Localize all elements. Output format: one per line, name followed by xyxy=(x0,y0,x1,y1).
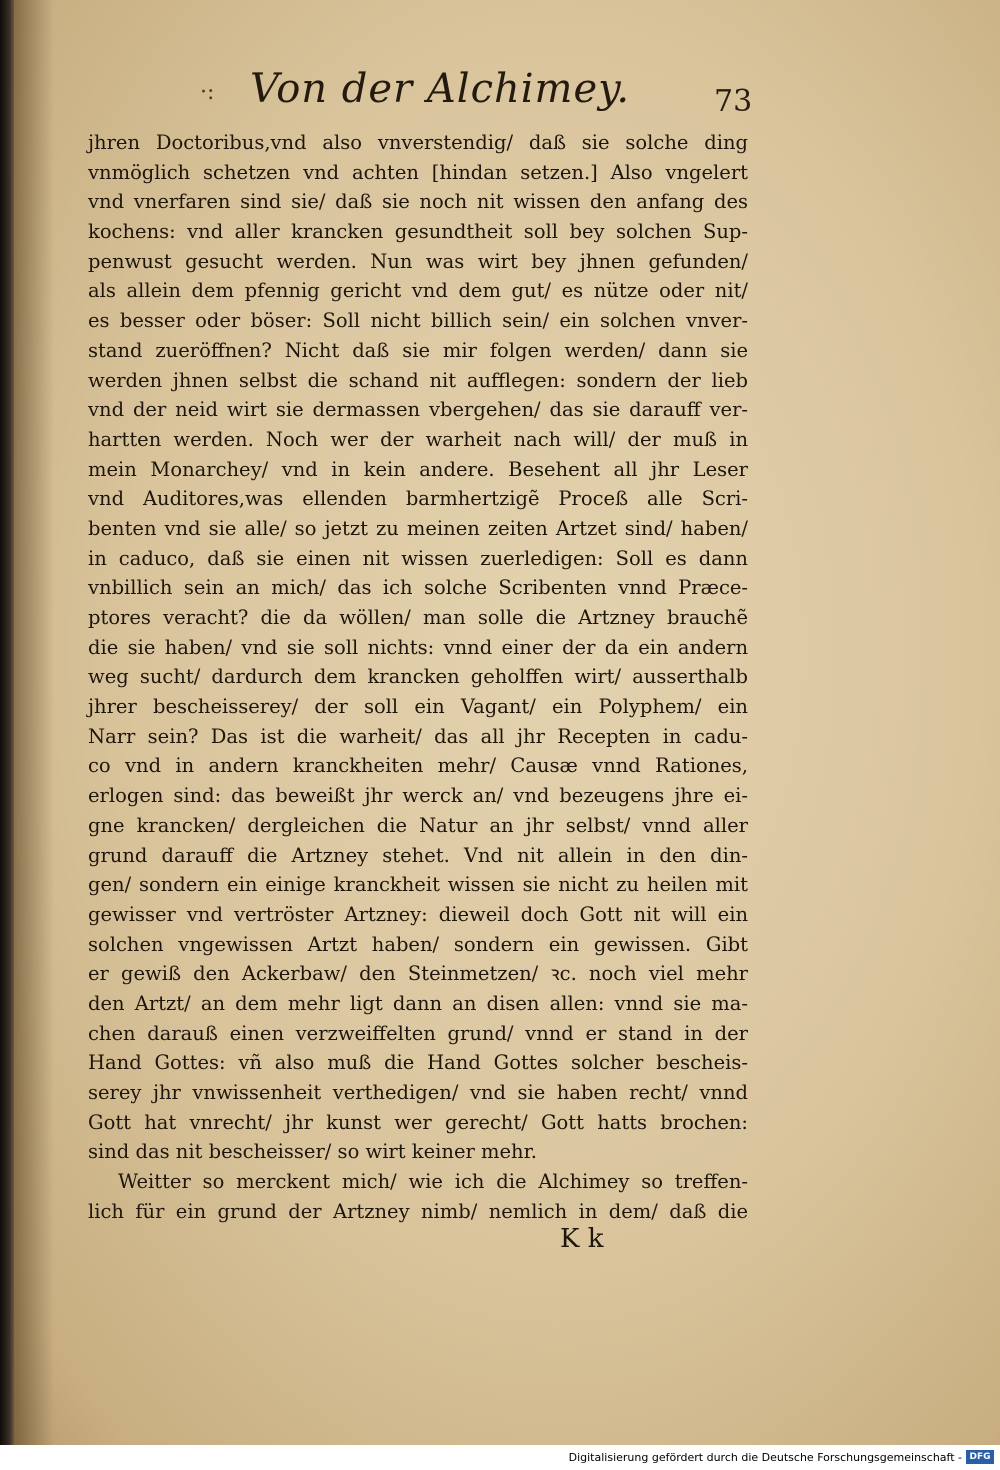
running-head: Von der Alchimey. xyxy=(250,66,631,112)
catchword-signature: K k xyxy=(560,1224,604,1254)
text-line: vnbillich sein an mich/ das ich solche Scribenten vnnd Præce- xyxy=(88,576,748,600)
body-text xyxy=(88,128,748,1226)
text-line: mein Monarchey/ vnd in kein andere. Besehent all jhr Leser xyxy=(88,457,748,481)
text-line: Narr sein? Das ist die warheit/ das all jhr Recepten in cadu- xyxy=(88,724,748,748)
text-line: vnd Auditores,was ellenden barmhertzigẽ Proceß alle Scri- xyxy=(88,487,748,511)
text-line: die sie haben/ vnd sie soll nichts: vnnd einer der da ein andern xyxy=(88,635,748,659)
text-line: jhrer bescheisserey/ der soll ein Vagant/ ein Polyphem/ ein xyxy=(88,695,748,719)
text-line: es besser oder böser: Soll nicht billich sein/ ein solchen vnver- xyxy=(88,309,748,333)
text-line: kochens: vnd aller krancken gesundtheit soll bey solchen Sup- xyxy=(88,220,748,244)
text-line: gewisser vnd vertröster Artzney: dieweil doch Gott nit will ein xyxy=(88,902,748,926)
text-line: grund darauff die Artzney stehet. Vnd nit allein in den din- xyxy=(88,843,748,867)
text-line: er gewiß den Ackerbaw/ den Steinmetzen/ ꝛc. noch viel mehr xyxy=(88,962,748,986)
text-line: vnmöglich schetzen vnd achten [hindan setzen.] Also vngelert xyxy=(88,160,748,184)
text-line: chen darauß einen verzweiffelten grund/ vnnd er stand in der xyxy=(88,1021,748,1045)
running-head-ornament: ·: xyxy=(200,80,215,105)
text-line: lich für ein grund der Artzney nimb/ nemlich in dem/ daß die xyxy=(88,1199,748,1223)
text-line: in caduco, daß sie einen nit wissen zuerledigen: Soll es dann xyxy=(88,546,748,570)
text-line: co vnd in andern kranckheiten mehr/ Causæ vnnd Rationes, xyxy=(88,754,748,778)
text-line: serey jhr vnwissenheit verthedigen/ vnd sie haben recht/ vnnd xyxy=(88,1081,748,1104)
text-line: den Artzt/ an dem mehr ligt dann an disen allen: vnnd sie ma- xyxy=(88,991,748,1015)
text-line: Gott hat vnrecht/ jhr kunst wer gerecht/ Gott hatts brochen: xyxy=(88,1110,748,1134)
text-line: benten vnd sie alle/ so jetzt zu meinen zeiten Artzet sind/ haben/ xyxy=(88,516,748,540)
text-line: Hand Gottes: vñ also muß die Hand Gottes solcher bescheis- xyxy=(88,1051,748,1075)
text-line: sind das nit bescheisser/ so wirt keiner mehr. xyxy=(88,1140,537,1164)
text-line: stand zueröffnen? Nicht daß sie mir folgen werden/ dann sie xyxy=(88,338,748,362)
text-line: werden jhnen selbst die schand nit aufflegen: sondern der lieb xyxy=(88,368,748,392)
text-line: gne krancken/ dergleichen die Natur an jhr selbst/ vnnd aller xyxy=(88,813,748,837)
text-line: als allein dem pfennig gericht vnd dem gut/ es nütze oder nit/ xyxy=(88,279,748,303)
text-line: vnd der neid wirt sie dermassen vbergehen/ das sie darauff ver- xyxy=(88,398,748,422)
book-binding-edge xyxy=(0,0,14,1445)
text-line: erlogen sind: das beweißt jhr werck an/ vnd bezeugens jhre ei- xyxy=(88,784,748,808)
text-line: weg sucht/ dardurch dem krancken geholffen wirt/ ausserthalb xyxy=(88,665,748,689)
text-line: gen/ sondern ein einige kranckheit wissen sie nicht zu heilen mit xyxy=(88,873,748,897)
page-number: 73 xyxy=(714,84,753,119)
gutter-shadow xyxy=(14,0,54,1445)
text-line: penwust gesucht werden. Nun was wirt bey jhnen gefunden/ xyxy=(88,249,748,273)
digitization-credit: Digitalisierung gefördert durch die Deutsche Forschungsgemeinschaft - xyxy=(568,1451,962,1464)
text-line: Weitter so merckent mich/ wie ich die Alchimey so treffen- xyxy=(118,1170,748,1194)
dfg-logo-icon: DFG xyxy=(966,1450,994,1464)
text-line: solchen vngewissen Artzt haben/ sondern ein gewissen. Gibt xyxy=(88,932,748,956)
text-line: ptores veracht? die da wöllen/ man solle die Artzney brauchẽ xyxy=(88,606,748,629)
text-line: hartten werden. Noch wer der warheit nach will/ der muß in xyxy=(88,427,748,451)
text-line: vnd vnerfaren sind sie/ daß sie noch nit wissen den anfang des xyxy=(88,190,748,214)
text-line: jhren Doctoribus,vnd also vnverstendig/ daß sie solche ding xyxy=(88,131,748,154)
